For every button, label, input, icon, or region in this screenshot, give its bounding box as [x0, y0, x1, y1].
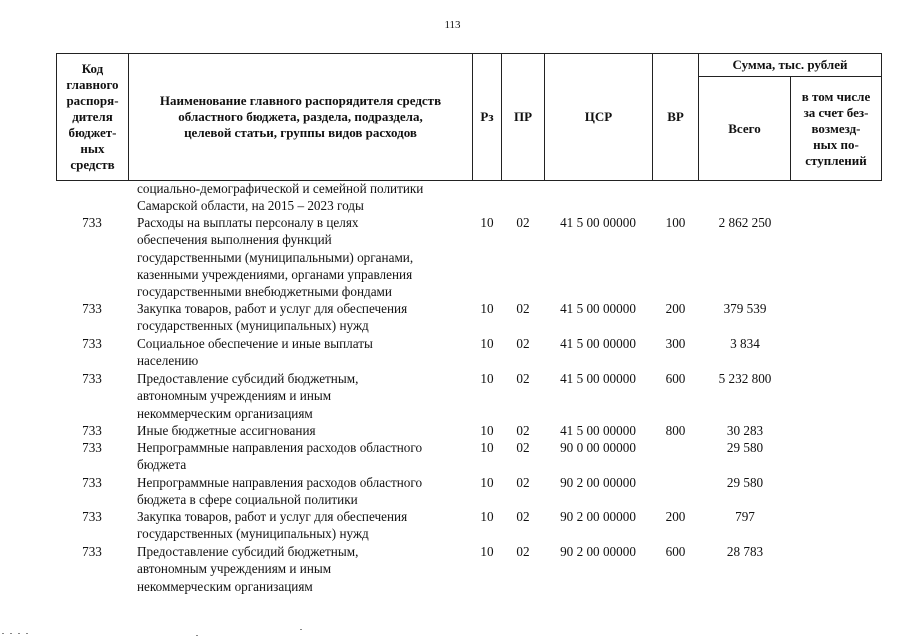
- cell-code: 733: [82, 215, 102, 230]
- cell-rz: 10: [480, 509, 494, 524]
- cell-total: 29 580: [726, 440, 764, 455]
- cell-name: Закупка товаров, работ и услуг для обеспечения государственных (муниципальных) нужд: [137, 509, 408, 542]
- cell-pr: 02: [516, 423, 530, 438]
- cell-vr: 600: [665, 371, 686, 386]
- scan-speck: [196, 635, 198, 636]
- page-number: 113: [444, 19, 461, 31]
- cell-name: Закупка товаров, работ и услуг для обеспечения государственных (муниципальных) нужд: [137, 301, 408, 334]
- cell-name: Социальное обеспечение и иные выплаты населению: [137, 336, 373, 369]
- cell-pr: 02: [516, 301, 530, 316]
- cell-name: социально-демографической и семейной политики Самарской области, на 2015 – 2023 годы: [137, 181, 424, 214]
- cell-total: 29 580: [726, 475, 764, 490]
- cell-name: Непрограммные направления расходов областного бюджета: [137, 440, 423, 473]
- header-vr: ВР: [667, 108, 684, 124]
- cell-total: 28 783: [726, 544, 764, 559]
- scan-speck: [18, 633, 20, 634]
- cell-csr: 90 2 00 00000: [560, 509, 636, 524]
- cell-total: 5 232 800: [718, 371, 772, 386]
- cell-total: 30 283: [726, 423, 764, 438]
- cell-vr: 100: [665, 215, 686, 230]
- scan-speck: [10, 633, 12, 634]
- cell-rz: 10: [480, 371, 494, 386]
- cell-pr: 02: [516, 215, 530, 230]
- cell-code: 733: [82, 509, 102, 524]
- cell-pr: 02: [516, 509, 530, 524]
- cell-rz: 10: [480, 475, 494, 490]
- cell-rz: 10: [480, 336, 494, 351]
- cell-code: 733: [82, 440, 102, 455]
- cell-vr: 200: [665, 509, 686, 524]
- cell-pr: 02: [516, 371, 530, 386]
- cell-pr: 02: [516, 336, 530, 351]
- cell-name: Расходы на выплаты персоналу в целях обеспечения выполнения функций государственными (муниципальными) органами, казенными учреждениями, органами управления государственными внебюджетными фондами: [137, 215, 414, 300]
- scan-speck: [2, 633, 4, 634]
- cell-csr: 41 5 00 00000: [560, 215, 636, 230]
- cell-rz: 10: [480, 215, 494, 230]
- cell-name: Непрограммные направления расходов областного бюджета в сфере социальной политики: [137, 475, 423, 508]
- header-sum: Сумма, тыс. рублей: [732, 56, 848, 72]
- cell-name: Иные бюджетные ассигнования: [137, 423, 316, 438]
- cell-rz: 10: [480, 544, 494, 559]
- cell-pr: 02: [516, 544, 530, 559]
- cell-rz: 10: [480, 301, 494, 316]
- cell-total: 2 862 250: [718, 215, 772, 230]
- cell-csr: 41 5 00 00000: [560, 371, 636, 386]
- cell-vr: 600: [665, 544, 686, 559]
- cell-csr: 41 5 00 00000: [560, 301, 636, 316]
- cell-vr: 200: [665, 301, 686, 316]
- cell-csr: 90 2 00 00000: [560, 544, 636, 559]
- cell-code: 733: [82, 371, 102, 386]
- cell-rz: 10: [480, 440, 494, 455]
- scan-artifacts: [0, 626, 905, 640]
- cell-csr: 90 0 00 00000: [560, 440, 636, 455]
- cell-name: Предоставление субсидий бюджетным, автономным учреждениям и иным некоммерческим организациям: [137, 544, 359, 594]
- header-code: Код главного распоря- дителя бюджет- ных средств: [66, 60, 119, 172]
- cell-vr: 300: [665, 336, 686, 351]
- cell-code: 733: [82, 475, 102, 490]
- cell-csr: 90 2 00 00000: [560, 475, 636, 490]
- scan-speck: [26, 633, 28, 634]
- header-free-receipts: в том числе за счет без- возмезд- ных по- ступлений: [801, 88, 871, 168]
- cell-vr: 800: [665, 423, 686, 438]
- header-rz: Рз: [480, 108, 494, 124]
- cell-name: Предоставление субсидий бюджетным, автономным учреждениям и иным некоммерческим организациям: [137, 371, 359, 421]
- cell-code: 733: [82, 423, 102, 438]
- cell-total: 797: [735, 509, 755, 524]
- header-divider: [881, 53, 882, 181]
- cell-csr: 41 5 00 00000: [560, 336, 636, 351]
- header-csr: ЦСР: [584, 108, 613, 124]
- header-total: Всего: [728, 120, 761, 136]
- cell-total: 379 539: [723, 301, 767, 316]
- cell-pr: 02: [516, 475, 530, 490]
- header-name: Наименование главного распорядителя средств областного бюджета, раздела, подраздела, целевой статьи, группы видов расходов: [159, 92, 442, 140]
- cell-code: 733: [82, 336, 102, 351]
- cell-rz: 10: [480, 423, 494, 438]
- cell-code: 733: [82, 301, 102, 316]
- cell-code: 733: [82, 544, 102, 559]
- cell-total: 3 834: [730, 336, 760, 351]
- cell-pr: 02: [516, 440, 530, 455]
- scan-speck: [300, 629, 302, 630]
- header-pr: ПР: [513, 108, 533, 124]
- cell-csr: 41 5 00 00000: [560, 423, 636, 438]
